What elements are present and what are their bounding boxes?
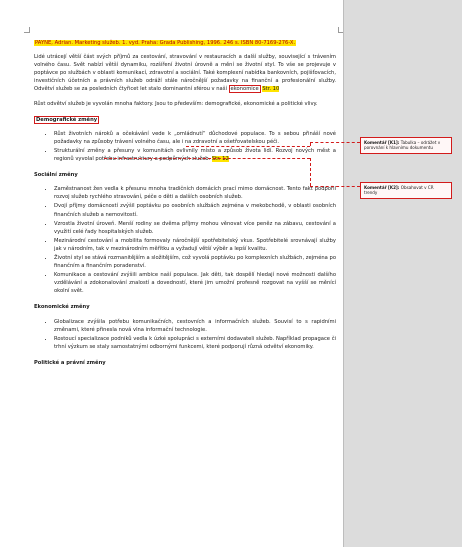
citation-highlight: PAYNE, Adrian. Marketing služeb. 1. vyd. Praha: Grada Publishing, 1996. 246 s. ISBN 80-7169-276-X. — [35, 40, 296, 46]
list-item: • Rostoucí specializace podniků vedla k úzké spolupráci s externími dodavateli služeb. Například propagace či trhní výzkum se staly samostatnými odbornými funkcemi, které podporují různá odvětví ekonomiky. — [54, 335, 336, 351]
comment-anchor-k1[interactable]: ekonomice — [230, 86, 259, 93]
list-item: • Růst životních nároků a očekávání vede k „omládnutí“ důchodové populace. To s sebou přináší nové požadavky na způsoby trávení volného času, ale i na zdravotní a ošetřovatelskou péči. — [54, 130, 336, 146]
growth-paragraph: Růst odvětví služeb je vyvolán mnoha faktory. Jsou to především: demografické, ekonomické a politické vlivy. — [34, 100, 318, 107]
comment-connector-k2-riser — [310, 158, 311, 186]
comment-connector-k1 — [186, 146, 310, 147]
comment-text: Tabulka – odrážet v porovnání k hlavnímu dokumentu — [364, 140, 441, 151]
intro-text: Lidé utrácejí větší část svých příjmů za cestování, stravování v restauracích a další služby, související s trávením volného času. Svět nabízí větší dynamiku, rozšíření životní úrovně a mění se životní styl. To vše se projevuje v poptávce po službách v oblasti komunikací, zdravotní a sociální. Také komplexní nabídka bankovních, pojišťovacích, investičních účetních a právních služeb odráží stále náročnější požadavky na finanční a profesionální služby. Odvětví služeb se za posledních čtyřicet let stalo dominantní sférou v naší — [34, 54, 336, 93]
list-item: • Vzrostla životní úroveň. Menší rodiny se dvěma příjmy mohou věnovat více peněz na zábavu, cestování a využití celé řady hospitalských služeb. — [54, 220, 336, 236]
comment-balloon-k1[interactable] — [360, 137, 452, 154]
citation-line — [34, 39, 336, 47]
comment-margin-pane — [343, 0, 462, 547]
section-heading-political: Politické a právní změny — [34, 359, 106, 366]
list-item: • Životní styl se stává rozmanitějším a složitějším, což vyvolá poptávku po komplexních službách, zejména po finančním a finančním poradenství. — [54, 254, 336, 270]
comment-connector-k2-tail — [310, 186, 360, 187]
intro-paragraph — [34, 53, 336, 93]
list-item: • Dvojí příjmy domácností zvýšil poptávku po osobních službách zejména v mekobchodě, v oblasti osobních finančních služeb a nemovitostí. — [54, 202, 336, 218]
comment-label: Komentář [K1]: — [364, 140, 400, 145]
comment-anchor-k2[interactable]: Demografické změny — [36, 116, 98, 123]
list-item: • Komunikace a cestování zvýšili ambice naší populace. Jak děti, tak dospělí hledají nové možnosti dalšího vzdělávání a zdokonalování znalostí a dovedností, které jim umožní profesně rozgovat na vyšší se měnící okolní svět. — [54, 271, 336, 295]
section-heading-economic: Ekonomické změny — [34, 304, 90, 311]
section-heading-social: Sociální změny — [34, 172, 78, 179]
list-item: • Zaměstnanost žen vedla k přesunu mnoha tradičních domácích prací mimo domácnost. Tento fakt podpořil rozvoj služeb rychlého stravování, péče o děti a dalších osobních služeb. — [54, 185, 336, 201]
comment-connector-k1-tail — [310, 142, 360, 143]
bullet-list-social — [34, 185, 336, 295]
list-item: • Strukturální změny a přesuny v komunitách ovlivnily místo a způsob života lidí. Rozvoj nových měst a regionů vyvolal potřebu infrastruktury a podpůrných služeb. Str. 12 — [54, 147, 336, 163]
comment-label: Komentář [K2]: — [364, 185, 400, 190]
page-reference: Str. 12 — [211, 156, 229, 163]
section-heading-demographic — [34, 116, 336, 124]
comment-balloon-k2[interactable] — [360, 182, 452, 199]
list-item: • Mezinárodní cestování a mobilita formovaly náročnější spotřebitelský vkus. Spotřebitelé srovnávají služby jak v národním, tak v mezinárodním měřítku a vyžadují větší výběr a lepší kvalitu. — [54, 237, 336, 253]
comment-connector-k2 — [104, 158, 310, 159]
list-item: • Globalizace zvýšila potřebu komunikačních, cestovních a informačních služeb. Souvisí to s rapidními změnami, které přinesla nová vlna informační technologie. — [54, 318, 336, 334]
crop-mark-top-left — [24, 27, 30, 33]
page-reference: Str. 10 — [262, 86, 280, 93]
document-body[interactable] — [34, 39, 336, 373]
bullet-list-economic — [34, 318, 336, 351]
comment-text: Obsahovat v CR trendy — [364, 185, 434, 196]
